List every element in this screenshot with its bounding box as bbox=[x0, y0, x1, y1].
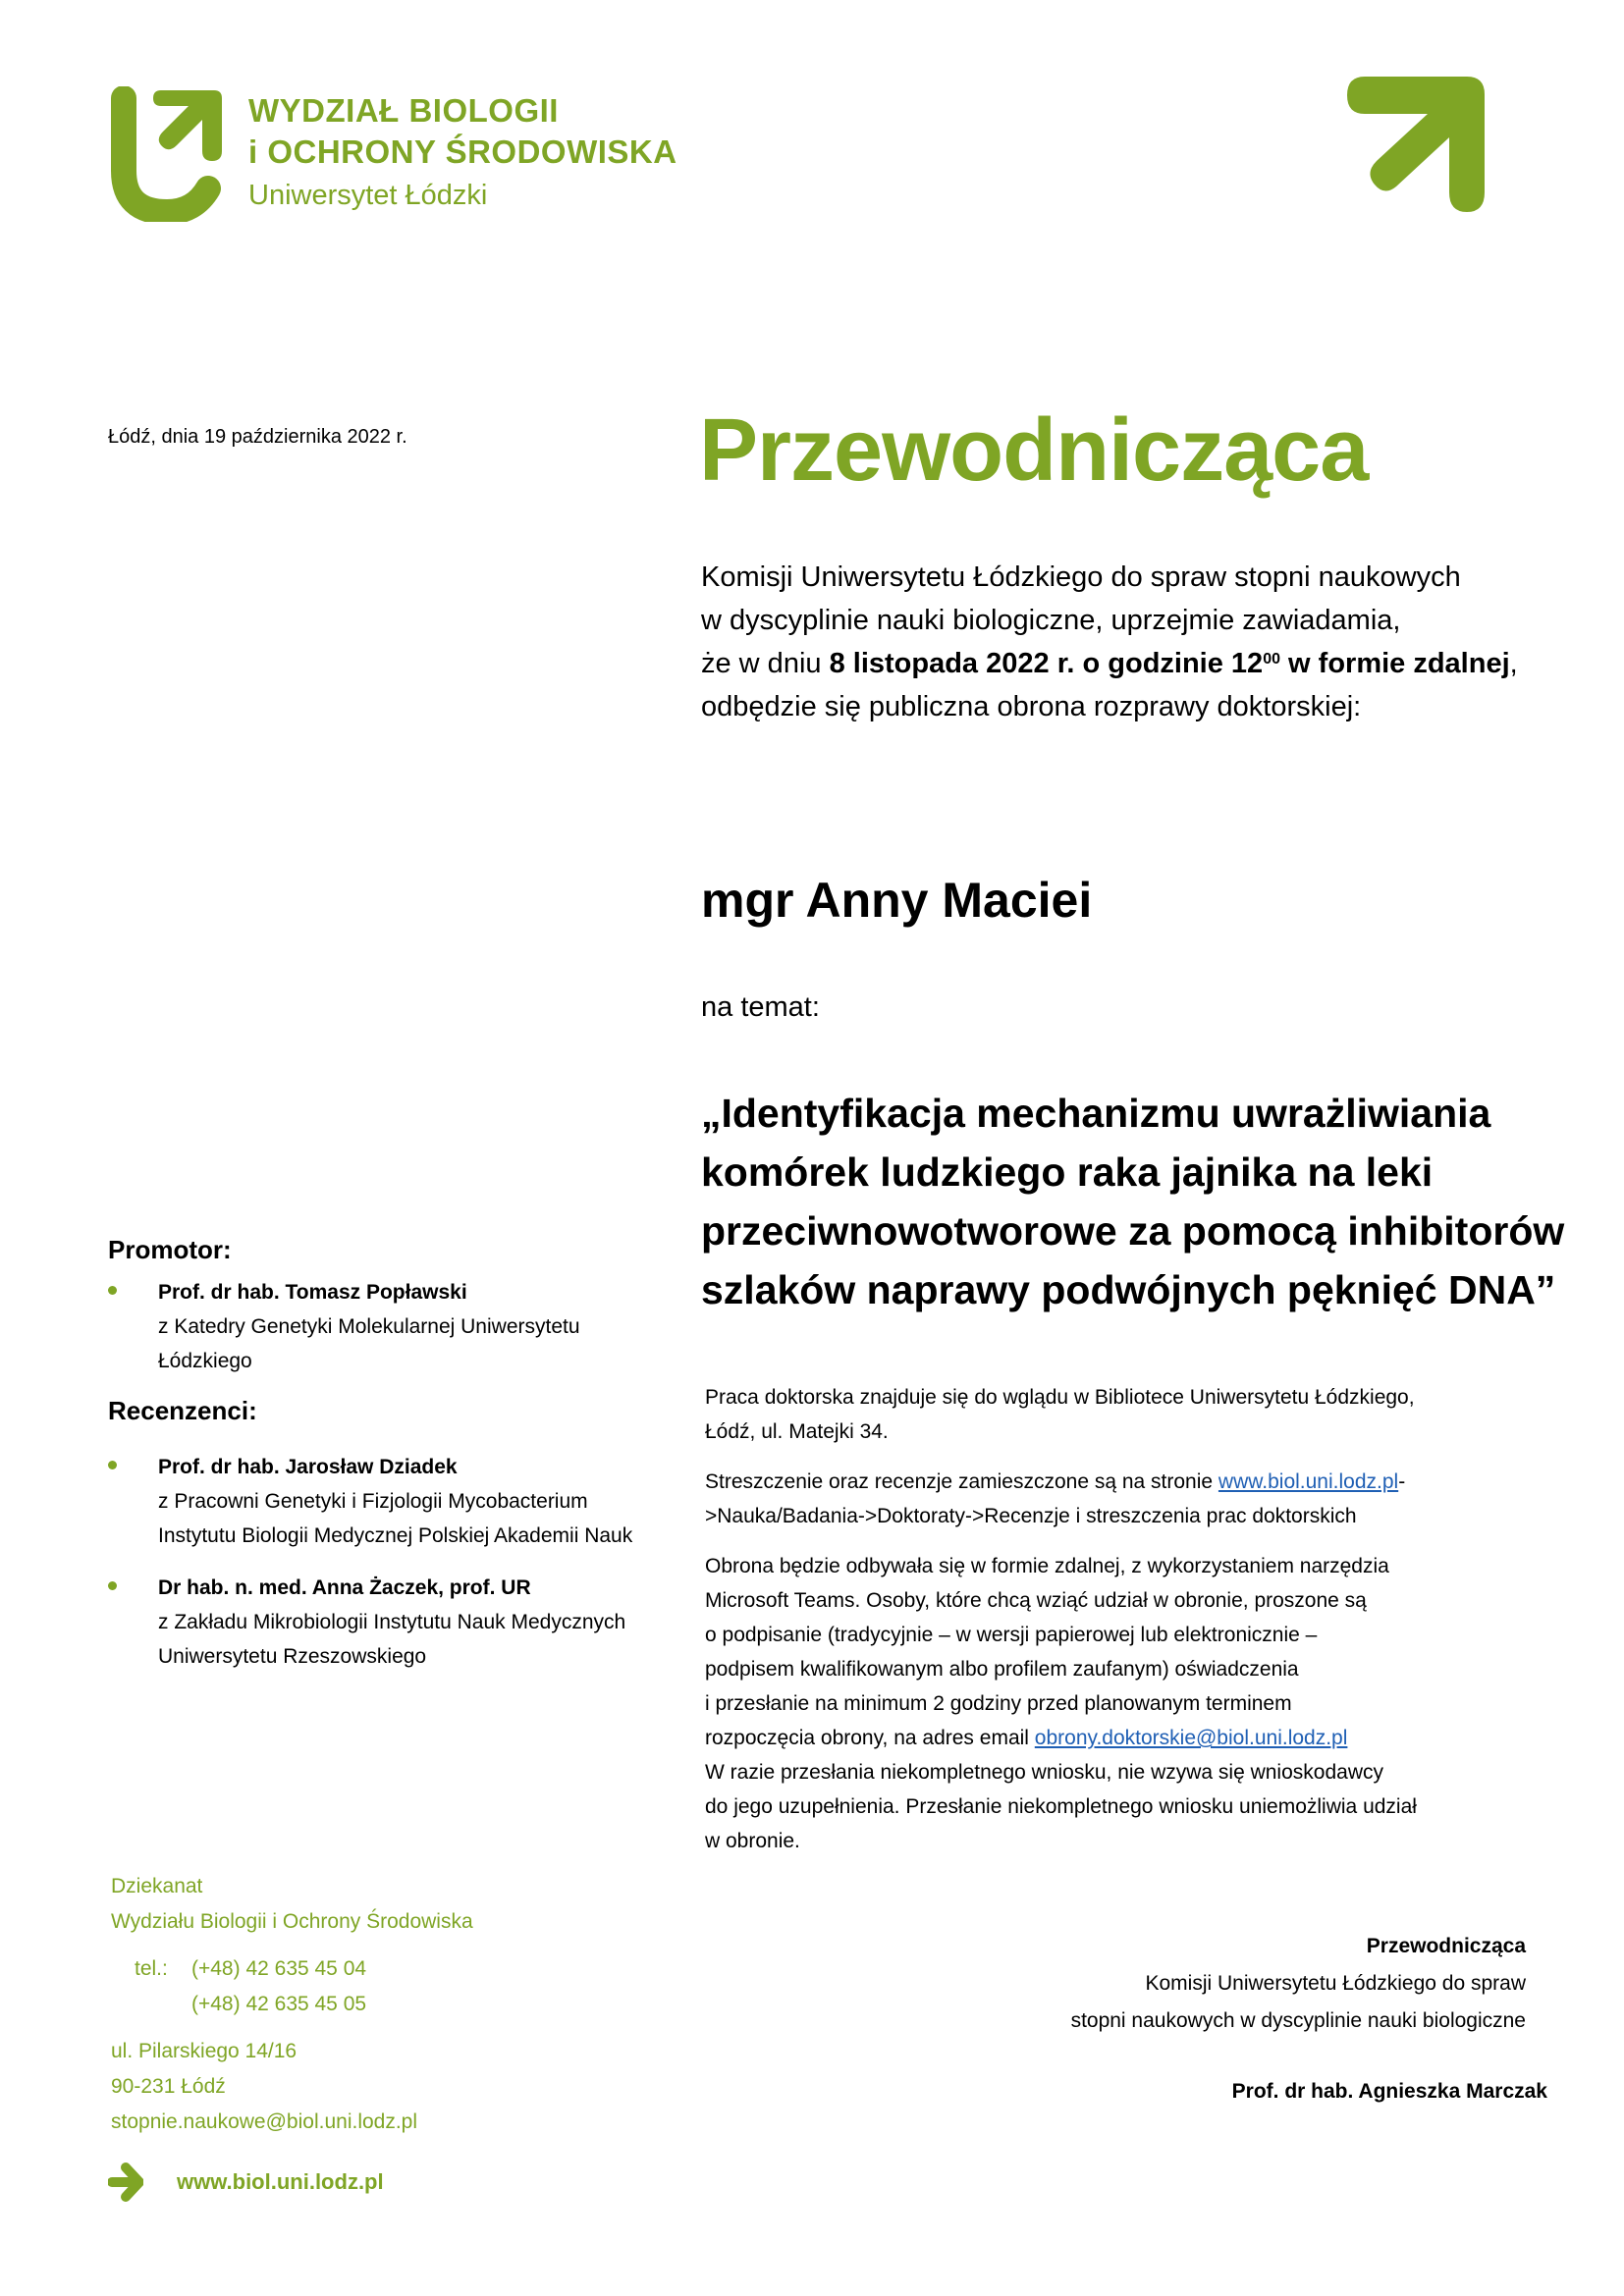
contact-office: Dziekanat bbox=[111, 1875, 203, 1897]
intro-text: , bbox=[1509, 648, 1518, 679]
website-row bbox=[108, 2162, 384, 2203]
thesis-title-line: przeciwnowotworowe za pomocą inhibitorów bbox=[701, 1208, 1565, 1254]
person-affiliation: Łódzkiego bbox=[158, 1350, 252, 1372]
reviewers-heading: Recenzenci: bbox=[108, 1396, 257, 1425]
promotor-heading: Promotor: bbox=[108, 1235, 232, 1264]
info-text: w obronie. bbox=[705, 1830, 800, 1852]
phone-number[interactable]: (+48) 42 635 45 04 bbox=[191, 1957, 367, 1980]
contact-email[interactable]: stopnie.naukowe@biol.uni.lodz.pl bbox=[111, 2110, 418, 2133]
info-text: - bbox=[1398, 1470, 1406, 1493]
topic-label: na temat: bbox=[701, 991, 820, 1023]
logo-line-2: i OCHRONY ŚRODOWISKA bbox=[248, 133, 677, 170]
candidate-name: mgr Anny Maciei bbox=[701, 873, 1093, 928]
committee-section bbox=[108, 1235, 697, 1691]
bullet-icon bbox=[108, 1581, 117, 1590]
signature-line: Komisji Uniwersytetu Łódzkiego do spraw bbox=[1145, 1972, 1526, 1995]
defense-date: 8 listopada 2022 r. o godzinie 12 bbox=[829, 648, 1264, 679]
intro-line: odbędzie się publiczna obrona rozprawy doktorskiej: bbox=[701, 691, 1362, 722]
intro-line: Komisji Uniwersytetu Łódzkiego do spraw stopni naukowych bbox=[701, 561, 1461, 593]
faculty-website-link[interactable]: www.biol.uni.lodz.pl bbox=[1218, 1470, 1399, 1493]
info-section bbox=[705, 1380, 1569, 1874]
person-affiliation: Instytutu Biologii Medycznej Polskiej Akademii Nauk bbox=[158, 1524, 633, 1547]
info-text: W razie przesłania niekompletnego wniosku, nie wzywa się wnioskodawcy bbox=[705, 1761, 1383, 1784]
defense-mode: w formie zdalnej bbox=[1279, 648, 1510, 679]
promotor-item bbox=[108, 1275, 697, 1378]
info-text: podpisem kwalifikowanym albo profilem zaufanym) oświadczenia bbox=[705, 1658, 1299, 1681]
info-text: i przesłanie na minimum 2 godziny przed planowanym terminem bbox=[705, 1692, 1292, 1715]
defense-minutes: 00 bbox=[1263, 651, 1280, 667]
arrow-up-right-icon bbox=[1347, 77, 1485, 212]
intro-line: w dyscyplinie nauki biologiczne, uprzejmie zawiadamia, bbox=[701, 605, 1401, 636]
person-affiliation: z Katedry Genetyki Molekularnej Uniwersytetu bbox=[158, 1315, 580, 1338]
arrow-right-icon bbox=[108, 2162, 143, 2203]
signature-line: stopni naukowych w dyscyplinie nauki biologiczne bbox=[1070, 2009, 1526, 2032]
person-affiliation: z Pracowni Genetyki i Fizjologii Mycobacterium bbox=[158, 1490, 588, 1513]
document-date: Łódź, dnia 19 października 2022 r. bbox=[108, 426, 407, 448]
reviews-paragraph bbox=[705, 1465, 1569, 1533]
signature-block bbox=[1070, 1928, 1547, 2110]
page-title: Przewodnicząca bbox=[699, 401, 1369, 500]
contact-street: ul. Pilarskiego 14/16 bbox=[111, 2040, 298, 2062]
person-affiliation: Uniwersytetu Rzeszowskiego bbox=[158, 1645, 427, 1668]
defense-email-link[interactable]: obrony.doktorskie@biol.uni.lodz.pl bbox=[1034, 1727, 1348, 1749]
thesis-title-line: komórek ludzkiego raka jajnika na leki bbox=[701, 1149, 1434, 1195]
intro-line-datetime bbox=[701, 642, 1585, 685]
faculty-logo-icon bbox=[110, 86, 226, 222]
thesis-title bbox=[701, 1084, 1585, 1319]
logo-line-1: WYDZIAŁ BIOLOGII bbox=[248, 92, 559, 129]
thesis-title-line: szlaków naprawy podwójnych pęknięć DNA” bbox=[701, 1267, 1556, 1312]
contact-city: 90-231 Łódź bbox=[111, 2075, 226, 2098]
website-link[interactable]: www.biol.uni.lodz.pl bbox=[177, 2169, 384, 2194]
thesis-title-line: „Identyfikacja mechanizmu uwrażliwiania bbox=[701, 1091, 1491, 1136]
info-text: >Nauka/Badania->Doktoraty->Recenzje i streszczenia prac doktorskich bbox=[705, 1505, 1357, 1527]
phone-row bbox=[111, 1987, 473, 2022]
info-text: Microsoft Teams. Osoby, które chcą wziąć udział w obronie, proszone są bbox=[705, 1589, 1367, 1612]
contact-block bbox=[111, 1869, 473, 2140]
info-text: Streszczenie oraz recenzje zamieszczone są na stronie bbox=[705, 1470, 1218, 1493]
announcement-intro bbox=[701, 556, 1585, 728]
intro-text: że w dniu bbox=[701, 648, 830, 679]
bullet-icon bbox=[108, 1286, 117, 1295]
person-name: Prof. dr hab. Tomasz Popławski bbox=[158, 1281, 467, 1304]
info-text: Praca doktorska znajduje się do wglądu w Bibliotece Uniwersytetu Łódzkiego, bbox=[705, 1386, 1415, 1409]
signature-name: Prof. dr hab. Agnieszka Marczak bbox=[1231, 2080, 1547, 2103]
person-affiliation: z Zakładu Mikrobiologii Instytutu Nauk Medycznych bbox=[158, 1611, 626, 1633]
info-text: rozpoczęcia obrony, na adres email bbox=[705, 1727, 1035, 1749]
reviewer-item bbox=[108, 1571, 697, 1674]
library-paragraph bbox=[705, 1380, 1569, 1449]
info-text: o podpisanie (tradycyjnie – w wersji papierowej lub elektronicznie – bbox=[705, 1624, 1318, 1646]
phone-number[interactable]: (+48) 42 635 45 05 bbox=[191, 1993, 367, 2015]
info-text: Obrona będzie odbywała się w formie zdalnej, z wykorzystaniem narzędzia bbox=[705, 1555, 1389, 1577]
info-text: Łódź, ul. Matejki 34. bbox=[705, 1420, 889, 1443]
phone-row bbox=[111, 1951, 473, 1987]
reviewer-item bbox=[108, 1450, 697, 1553]
info-text: do jego uzupełnienia. Przesłanie niekompletnego wniosku uniemożliwia udział bbox=[705, 1795, 1417, 1818]
signature-title: Przewodnicząca bbox=[1366, 1935, 1526, 1957]
faculty-logo-text bbox=[248, 90, 677, 218]
bullet-icon bbox=[108, 1461, 117, 1469]
person-name: Prof. dr hab. Jarosław Dziadek bbox=[158, 1456, 458, 1478]
contact-faculty: Wydziału Biologii i Ochrony Środowiska bbox=[111, 1910, 473, 1933]
person-name: Dr hab. n. med. Anna Żaczek, prof. UR bbox=[158, 1576, 531, 1599]
phone-label: tel.: bbox=[135, 1957, 168, 1980]
remote-defense-paragraph bbox=[705, 1549, 1569, 1858]
logo-line-3: Uniwersytet Łódzki bbox=[248, 180, 488, 211]
